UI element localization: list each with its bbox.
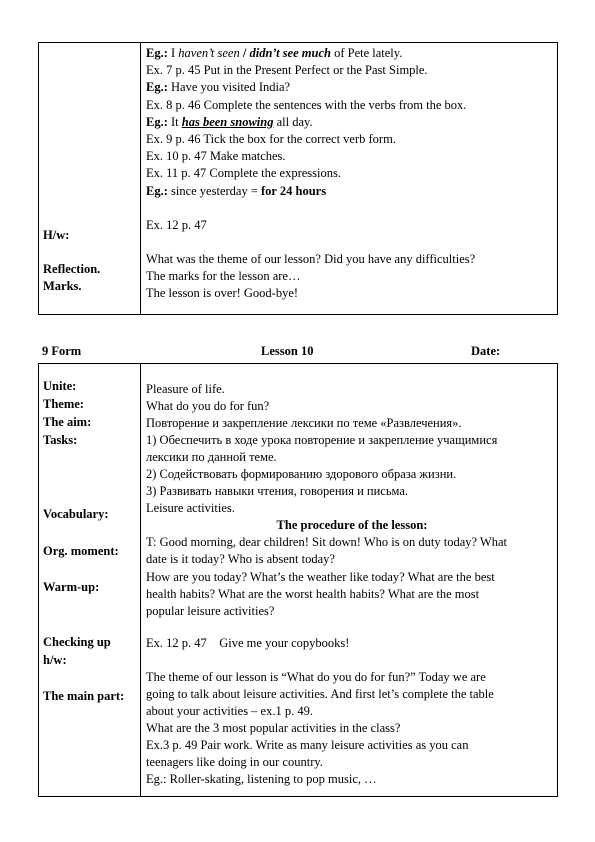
goodbye-text: The lesson is over! Good-bye!: [146, 286, 299, 301]
task-1: 1) Обеспечить в ходе урока повторение и закрепление учащимися: [146, 433, 498, 447]
warm-up-label: Warm-up:: [43, 580, 100, 594]
main-line-3: about your activities – ex.1 p. 49.: [146, 704, 313, 718]
lesson-number: Lesson 10: [261, 344, 314, 358]
checking-text: Ex. 12 p. 47 Give me your copybooks!: [146, 636, 350, 650]
lesson-header: [38, 344, 558, 362]
exercise-7: Ex. 7 p. 45 Put in the Present Perfect or the Past Simple.: [146, 63, 428, 78]
org-moment-line-2: date is it today? Who is absent today?: [146, 552, 335, 566]
task-2: 2) Содействовать формированию здорового образа жизни.: [146, 467, 457, 481]
org-moment-label: Org. moment:: [43, 544, 119, 558]
org-moment-line-1: T: Good morning, dear children! Sit down! Who is on duty today? What: [146, 535, 508, 549]
lesson-plan-table: [38, 363, 558, 797]
vocabulary-text: Leisure activities.: [146, 501, 235, 515]
theme-text: What do you do for fun?: [146, 399, 270, 413]
main-line-6: teenagers like doing in our country.: [146, 755, 323, 769]
warm-up-line-1: How are you today? What’s the weather like today? What are the best: [146, 570, 495, 584]
exercise-8: Ex. 8 p. 46 Complete the sentences with the verbs from the box.: [146, 97, 467, 112]
reflection-label: Reflection.: [43, 262, 101, 277]
exercise-list: [146, 45, 558, 303]
marks-label: Marks.: [43, 279, 82, 294]
checking-hw-label: h/w:: [43, 653, 67, 667]
aim-text: Повторение и закрепление лексики по теме «Развлечения».: [146, 416, 462, 430]
homework-text: Ex. 12 p. 47: [146, 217, 207, 232]
vocabulary-label: Vocabulary:: [43, 507, 109, 521]
warm-up-line-2: health habits? What are the worst health habits? What are the most: [146, 587, 480, 601]
marks-text: The marks for the lesson are…: [146, 269, 301, 284]
warm-up-line-3: popular leisure activities?: [146, 604, 275, 618]
exercise-11: Ex. 11 p. 47 Complete the expressions.: [146, 166, 341, 181]
left-labels: [43, 227, 138, 296]
unite-text: Pleasure of life.: [146, 382, 225, 396]
main-part-label: The main part:: [43, 689, 125, 703]
theme-label: Theme:: [43, 397, 84, 411]
main-line-2: going to talk about leisure activities. And first let’s complete the table: [146, 687, 494, 701]
column-divider: [140, 364, 141, 796]
reflection-question: What was the theme of our lesson? Did you have any difficulties?: [146, 252, 476, 267]
homework-reflection-table: [38, 42, 558, 315]
main-line-1: The theme of our lesson is “What do you do for fun?” Today we are: [146, 670, 486, 684]
example-line-4: Eg.: since yesterday = for 24 hours: [146, 183, 327, 198]
hw-label: H/w:: [43, 228, 70, 242]
example-line-1: Eg.: I haven’t seen / didn’t see much of Pete lately.: [146, 46, 403, 60]
example-line-3: Eg.: It has been snowing all day.: [146, 114, 313, 129]
tasks-label: Tasks:: [43, 433, 78, 447]
checking-label: Checking up: [43, 635, 111, 649]
unite-label: Unite:: [43, 379, 77, 393]
example-line-2: Eg.: Have you visited India?: [146, 80, 291, 95]
date-label: Date:: [471, 344, 501, 358]
main-line-5: Ex.3 p. 49 Pair work. Write as many leisure activities as you can: [146, 738, 469, 752]
column-divider: [140, 43, 141, 314]
task-3: 3) Развивать навыки чтения, говорения и письма.: [146, 484, 409, 498]
aim-label: The aim:: [43, 415, 92, 429]
procedure-heading: The procedure of the lesson:: [276, 518, 428, 532]
form-label: 9 Form: [42, 344, 82, 358]
exercise-10: Ex. 10 p. 47 Make matches.: [146, 149, 286, 164]
exercise-9: Ex. 9 p. 46 Tick the box for the correct verb form.: [146, 132, 396, 147]
main-line-7: Eg.: Roller-skating, listening to pop music, …: [146, 772, 377, 786]
task-1-cont: лексики по данной теме.: [146, 450, 277, 464]
main-line-4: What are the 3 most popular activities in the class?: [146, 721, 401, 735]
